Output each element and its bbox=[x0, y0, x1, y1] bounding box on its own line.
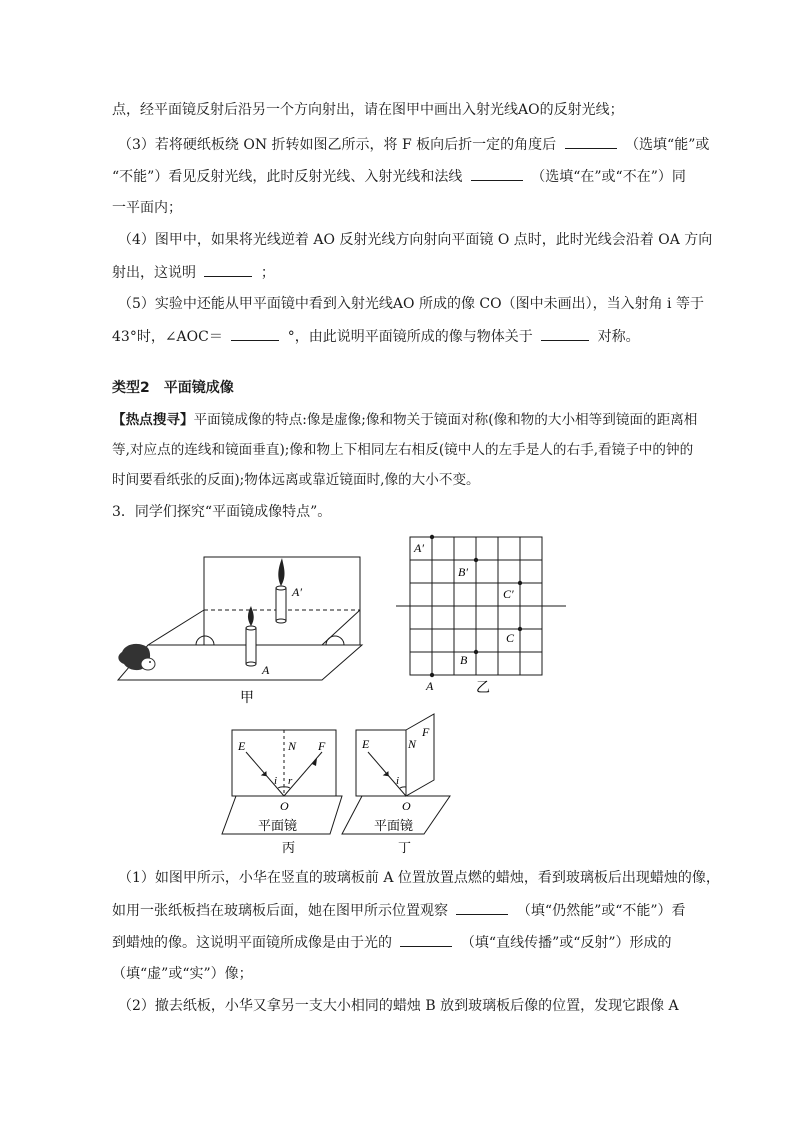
text-line: （2）撤去纸板，小华又拿另一支大小相同的蜡烛 B 放到玻璃板后像的位置，发现它跟像 A bbox=[118, 998, 679, 1014]
text-line: 一平面内； bbox=[112, 200, 182, 216]
answer-blank[interactable] bbox=[541, 326, 589, 341]
label-a-prime: A′ bbox=[292, 585, 302, 599]
answer-blank[interactable] bbox=[231, 326, 279, 341]
text: （选填“能”或 bbox=[625, 137, 710, 153]
answer-blank[interactable] bbox=[565, 134, 617, 149]
text: （填“直线传播”或“反射”）形成的 bbox=[460, 935, 672, 951]
label-f: F bbox=[318, 739, 326, 753]
observer-head bbox=[118, 644, 155, 670]
question-3-line-1 bbox=[118, 134, 709, 155]
answer-blank[interactable] bbox=[456, 900, 508, 915]
answer-blank[interactable] bbox=[400, 932, 452, 947]
question-title: 3．同学们探究“平面镜成像特点”。 bbox=[112, 504, 332, 520]
label-o: O bbox=[402, 799, 411, 813]
label-e: E bbox=[238, 739, 246, 753]
text-line: （4）图甲中，如果将光线逆着 AO 反射光线方向射向平面镜 O 点时，此时光线会沿着 OA 方向 bbox=[118, 232, 713, 248]
label-a-prime: A′ bbox=[414, 541, 424, 555]
label-o: O bbox=[280, 799, 289, 813]
label-n: N bbox=[288, 739, 297, 753]
text: 平面镜成像的特点:像是虚像;像和物关于镜面对称(像和物的大小相等到镜面的距离相 bbox=[193, 412, 698, 428]
text: 对称。 bbox=[597, 329, 640, 345]
figure-ding bbox=[340, 712, 460, 858]
text: °，由此说明平面镜所成的像与物体关于 bbox=[287, 329, 533, 345]
point-a bbox=[430, 673, 434, 677]
plate-edge bbox=[148, 610, 204, 645]
figure-jia bbox=[112, 530, 382, 710]
text: （选填“在”或“不在”）同 bbox=[531, 169, 686, 185]
text-line: 时间要看纸张的反面);物体远离或靠近镜面时,像的大小不变。 bbox=[112, 472, 480, 488]
figure-bing bbox=[218, 726, 358, 858]
label-i: i bbox=[274, 775, 278, 787]
hot-label: 【热点搜寻】 bbox=[112, 412, 194, 428]
text: “不能”）看见反射光线，此时反射光线、入射光线和法线 bbox=[112, 169, 463, 185]
answer-blank[interactable] bbox=[471, 166, 523, 181]
question-4-line-2 bbox=[112, 262, 275, 283]
text: 射出，这说明 bbox=[112, 265, 196, 281]
label-a: A bbox=[426, 679, 434, 693]
caption-yi: 乙 bbox=[476, 681, 490, 694]
text-line: 点，经平面镜反射后沿另一个方向射出，请在图甲中画出入射光线AO的反射光线； bbox=[112, 102, 624, 118]
label-b: B bbox=[460, 653, 468, 667]
label-e: E bbox=[362, 737, 370, 751]
label-r: r bbox=[288, 775, 293, 787]
label-mirror: 平面镜 bbox=[374, 818, 414, 833]
figure-yi bbox=[396, 534, 571, 694]
label-a: A bbox=[262, 663, 270, 677]
label-i: i bbox=[396, 775, 400, 787]
candle-image bbox=[276, 588, 286, 621]
caption-ding: 丁 bbox=[398, 840, 412, 855]
label-c-prime: C′ bbox=[503, 587, 514, 601]
label-n: N bbox=[408, 737, 417, 751]
candle-a bbox=[246, 628, 256, 664]
text: （3）若将硬纸板绕 ON 折转如图乙所示，将 F 板向后折一定的角度后 bbox=[118, 137, 557, 153]
text: 如用一张纸板挡在玻璃板后面，她在图甲所示位置观察 bbox=[112, 903, 448, 919]
text: （填“仍然能”或“不能”）看 bbox=[516, 903, 686, 919]
text-line: （5）实验中还能从甲平面镜中看到入射光线AO 所成的像 CO（图中未画出），当入射角 i 等于 bbox=[118, 296, 704, 312]
text-line: （1）如图甲所示，小华在竖直的玻璃板前 A 位置放置点燃的蜡烛，看到玻璃板后出现蜡烛的像， bbox=[118, 870, 720, 886]
label-mirror: 平面镜 bbox=[258, 818, 298, 833]
text-line: 等,对应点的连线和镜面垂直);像和物上下相同左右相反(镜中人的左手是人的右手,看镜子中的钟的 bbox=[112, 442, 694, 458]
point-b-prime bbox=[474, 558, 478, 562]
point-a-prime bbox=[430, 535, 434, 539]
question-1-line-2 bbox=[112, 900, 686, 921]
board-f-folded bbox=[406, 714, 434, 796]
answer-blank[interactable] bbox=[204, 262, 252, 277]
label-c: C bbox=[506, 631, 515, 645]
question-5-line-2 bbox=[112, 326, 640, 347]
text: 43°时，∠AOC＝ bbox=[112, 329, 223, 345]
point-c bbox=[518, 627, 522, 631]
hot-line-1 bbox=[112, 410, 697, 430]
label-f: F bbox=[422, 725, 430, 739]
text-line: （填“虚”或“实”）像； bbox=[112, 966, 253, 982]
text: ； bbox=[260, 265, 275, 281]
point-c-prime bbox=[518, 581, 522, 585]
question-1-line-3 bbox=[112, 932, 672, 953]
caption-bing: 丙 bbox=[282, 840, 296, 855]
label-b-prime: B′ bbox=[458, 565, 468, 579]
question-3-line-2 bbox=[112, 166, 686, 187]
text: 到蜡烛的像。这说明平面镜所成像是由于光的 bbox=[112, 935, 392, 951]
point-b bbox=[474, 650, 478, 654]
section-title: 类型2 平面镜成像 bbox=[112, 380, 234, 396]
caption-jia: 甲 bbox=[240, 691, 254, 706]
